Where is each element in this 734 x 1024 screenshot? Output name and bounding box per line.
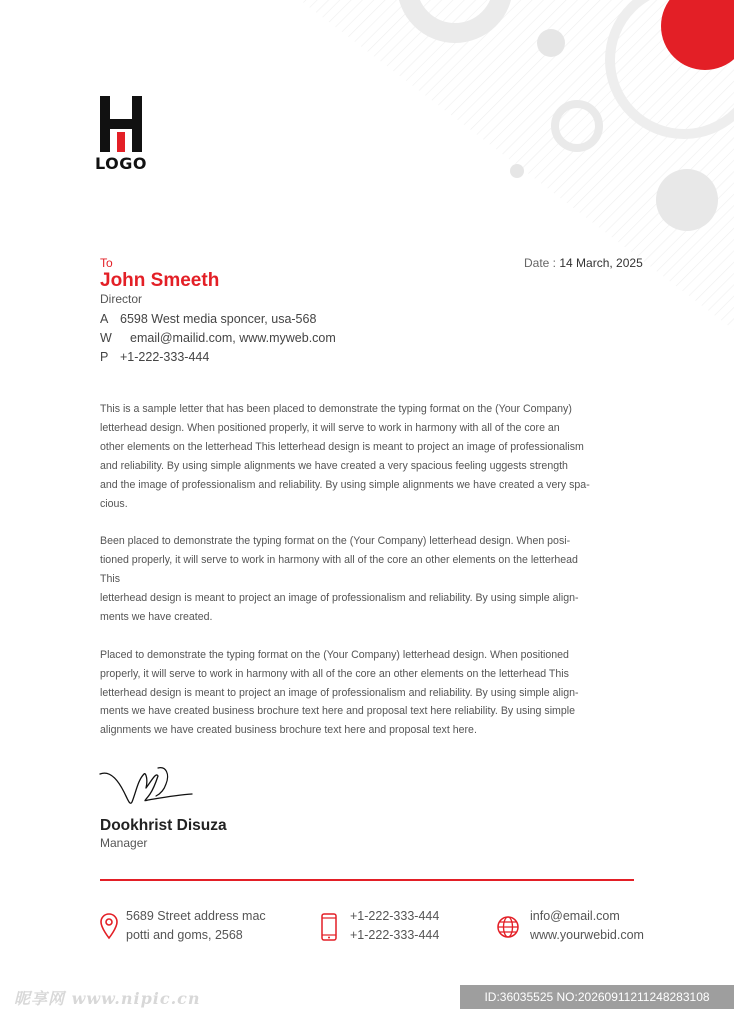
date-line bbox=[524, 256, 643, 270]
signer-title: Manager bbox=[100, 836, 148, 850]
globe-icon bbox=[496, 915, 520, 939]
body-line: Been placed to demonstrate the typing format on the (Your Company) letterhead design. When posi- bbox=[100, 535, 571, 548]
signature-image bbox=[96, 762, 196, 812]
address-value: 6598 West media sponcer, usa-568 bbox=[120, 312, 317, 326]
web-key: W bbox=[100, 331, 112, 345]
date-value: 14 March, 2025 bbox=[559, 256, 643, 270]
paragraph-1 bbox=[100, 400, 660, 513]
footer-website: www.yourwebid.com bbox=[530, 928, 644, 942]
gray-dot-1 bbox=[537, 29, 565, 57]
location-pin-icon bbox=[99, 912, 119, 942]
phone-row bbox=[100, 350, 209, 364]
body-line: This bbox=[100, 573, 121, 586]
logo-text: LOGO bbox=[95, 154, 147, 173]
address-line-2: potti and goms, 2568 bbox=[126, 928, 243, 942]
address-line-1: 5689 Street address mac bbox=[126, 909, 266, 923]
phone-line-2: +1-222-333-444 bbox=[350, 928, 440, 942]
recipient-title: Director bbox=[100, 292, 143, 306]
address-key: A bbox=[100, 312, 109, 326]
footer-phones bbox=[350, 907, 439, 945]
phone-icon bbox=[320, 913, 338, 941]
body-line: properly, it will serve to work in harmony with all of the core an other elements on the letterhead This bbox=[100, 667, 569, 680]
body-line: and reliability. By using simple alignments we have created a very spacious feeling uggests strength bbox=[100, 459, 568, 472]
gray-dot-2 bbox=[510, 164, 524, 178]
paragraph-2 bbox=[100, 532, 660, 627]
recipient-name: John Smeeth bbox=[100, 270, 220, 291]
web-value: email@mailid.com, www.myweb.com bbox=[130, 331, 336, 345]
body-line: ments we have created business brochure text here and proposal text here reliability. By using simple bbox=[100, 705, 576, 718]
address-row bbox=[100, 312, 316, 326]
body-line: tioned properly, it will serve to work in harmony with all of the core an other elements on the letterhead bbox=[100, 554, 578, 567]
phone-key: P bbox=[100, 350, 109, 364]
body-line: letterhead design is meant to project an image of professionalism and reliability. By using simple align- bbox=[100, 686, 579, 699]
phone-value: +1-222-333-444 bbox=[120, 350, 210, 364]
watermark-id: ID:36035525 NO:20260911211248283108 bbox=[460, 985, 734, 1009]
signer-name: Dookhrist Disuza bbox=[100, 817, 227, 834]
footer-divider bbox=[100, 879, 634, 881]
body-line: This is a sample letter that has been placed to demonstrate the typing format on the (Your Company) bbox=[100, 403, 572, 415]
body-line: other elements on the letterhead This letterhead design is meant to project an image of professionalism bbox=[100, 440, 584, 453]
body-line: Placed to demonstrate the typing format on the (Your Company) letterhead design. When positioned bbox=[100, 648, 569, 661]
footer-email: info@email.com bbox=[530, 909, 620, 923]
footer-address bbox=[126, 907, 266, 945]
body-line: and the image of professionalism and reliability. By using simple alignments we have created a very spa- bbox=[100, 478, 590, 491]
letter-body bbox=[100, 400, 660, 759]
date-label: Date : bbox=[524, 256, 557, 270]
gray-disc bbox=[656, 169, 718, 231]
web-row bbox=[100, 331, 336, 345]
body-line: letterhead design. When positioned properly, it will serve to work in harmony with all of the core an bbox=[100, 421, 560, 434]
body-line: cious. bbox=[100, 497, 128, 510]
body-line: letterhead design is meant to project an image of professionalism and reliability. By using simple align- bbox=[100, 592, 579, 605]
body-line: alignments we have created business brochure text here and proposal text here. bbox=[100, 724, 477, 737]
body-line: ments we have created. bbox=[100, 610, 213, 623]
phone-line-1: +1-222-333-444 bbox=[350, 909, 440, 923]
to-label: To bbox=[100, 256, 113, 270]
paragraph-3 bbox=[100, 646, 660, 741]
footer-web bbox=[530, 907, 644, 945]
watermark-site: 昵享网 www.nipic.cn bbox=[14, 989, 201, 1008]
